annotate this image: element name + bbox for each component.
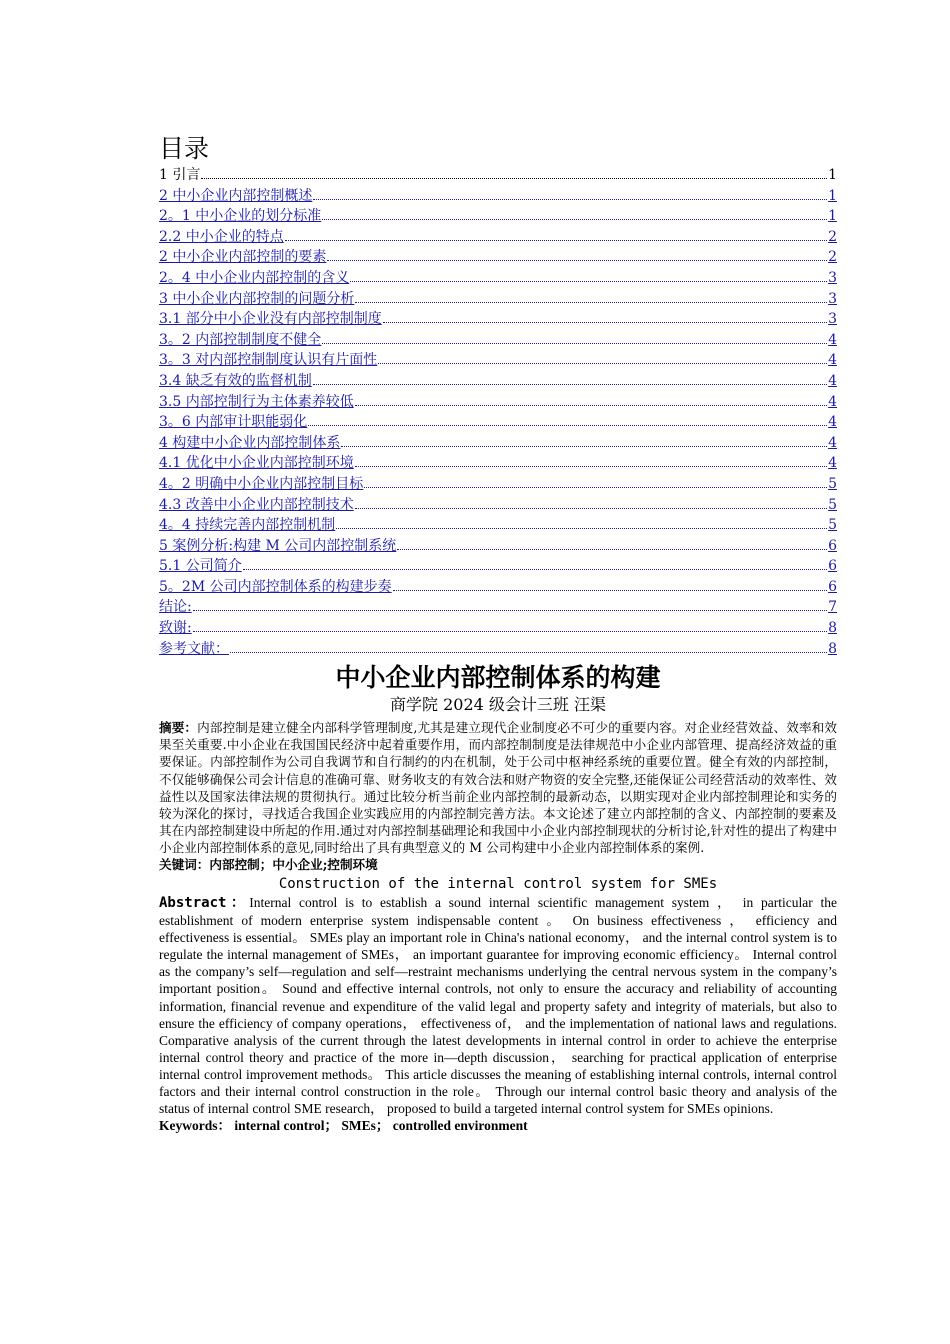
- toc-leader-dots: [350, 280, 827, 282]
- toc-entry[interactable]: [159, 515, 837, 536]
- toc-leader-dots: [285, 239, 827, 241]
- toc-entry-label: 2.2 中小企业的特点: [159, 228, 284, 245]
- toc-entry[interactable]: [159, 247, 837, 268]
- toc-entry[interactable]: [159, 639, 837, 660]
- toc-leader-dots: [364, 486, 827, 488]
- paper-author: 商学院 2024 级会计三班 汪渠: [390, 695, 606, 715]
- toc-entry-page: 5: [828, 475, 837, 492]
- toc-entry-page: 4: [828, 434, 837, 451]
- toc-entry-page: 1: [828, 208, 837, 225]
- keywords-cn: 关键词：内部控制；中小企业;控制环境: [159, 857, 378, 872]
- toc-entry-page: 4: [828, 352, 837, 369]
- abstract-en: [159, 894, 837, 1117]
- toc-entry-label: 5.1 公司简介: [159, 558, 242, 575]
- toc-leader-dots: [193, 630, 827, 632]
- toc-leader-dots: [313, 198, 827, 200]
- toc-leader-dots: [355, 301, 827, 303]
- paper-title: 中小企业内部控制体系的构建: [335, 663, 661, 693]
- toc-entry-label: 3.4 缺乏有效的监督机制: [159, 372, 312, 389]
- toc-leader-dots: [230, 651, 827, 653]
- toc-leader-dots: [243, 568, 827, 570]
- toc-entry[interactable]: [159, 350, 837, 371]
- abstract-cn-label: 摘要：: [159, 720, 198, 736]
- toc-leader-dots: [327, 259, 827, 261]
- toc-entry-label: 4.3 改善中小企业内部控制技术: [159, 496, 354, 513]
- toc-entry-label: 3.5 内部控制行为主体素养较低: [159, 393, 354, 410]
- toc-entry-page: 4: [828, 455, 837, 472]
- toc-entry-page: 5: [828, 517, 837, 534]
- toc-leader-dots: [341, 445, 827, 447]
- toc-entry-page: 4: [828, 393, 837, 410]
- toc-entry-label: 3。2 内部控制制度不健全: [159, 331, 322, 348]
- toc-entry-page: 7: [828, 599, 837, 616]
- toc-entry-label: 5。2M 公司内部控制体系的构建步奏: [159, 578, 392, 595]
- toc-entry-page: 8: [828, 620, 837, 637]
- abstract-cn: [159, 719, 837, 856]
- toc-entry[interactable]: [159, 618, 837, 639]
- toc-entry[interactable]: [159, 268, 837, 289]
- toc-entry-page: 6: [828, 578, 837, 595]
- toc-entry[interactable]: [159, 186, 837, 207]
- table-of-contents: [159, 165, 837, 659]
- toc-entry-page: 1: [828, 167, 837, 183]
- toc-entry-label: 参考文献：: [159, 640, 229, 657]
- abstract-cn-text: 内部控制是建立健全内部科学管理制度,尤其是建立现代企业制度必不可少的重要内容。对企业经营效益、效率和效果至关重要.中小企业在我国国民经济中起着重要作用，而内部控制制度是法律规范中小企业内部管理、提高经济效益的重要保证。内部控制作为公司自我调节和自行制约的内在机制，处于公司中枢神经系统的重要位置。健全有效的内部控制，不仅能够确保公司会计信息的准确可靠、财务收支的有效合法和财产物资的安全完整,还能保证公司经营活动的效率性、效益性以及国家法律法规的贯彻执行。通过比较分析当前企业内部控制的最新动态，以期实现对企业内部控制理论和实务的较为深化的探讨，寻找适合我国企业实践应用的内部控制完善方法。本文论述了建立内部控制的含义、内部控制的要素及其在内部控制建设中所起的作用.通过对内部控制基础理论和我国中小企业内部控制现状的分析讨论,针对性的提出了构建中小企业内部控制体系的意见,同时给出了具有典型意义的 M 公司构建中小企业内部控制体系的案例.: [159, 720, 837, 855]
- toc-entry[interactable]: [159, 453, 837, 474]
- toc-entry-page: 2: [828, 249, 837, 266]
- toc-entry-label: 4.1 优化中小企业内部控制环境: [159, 455, 354, 472]
- toc-entry[interactable]: [159, 392, 837, 413]
- toc-entry[interactable]: [159, 474, 837, 495]
- toc-title: 目录: [159, 134, 210, 163]
- toc-entry[interactable]: [159, 536, 837, 557]
- toc-entry-page: 3: [828, 311, 837, 328]
- toc-leader-dots: [193, 609, 827, 611]
- toc-leader-dots: [201, 177, 827, 179]
- toc-leader-dots: [355, 507, 827, 509]
- toc-entry[interactable]: [159, 597, 837, 618]
- toc-leader-dots: [378, 362, 827, 364]
- toc-entry-page: 3: [828, 269, 837, 286]
- toc-entry-page: 4: [828, 372, 837, 389]
- toc-entry-label: 2。4 中小企业内部控制的含义: [159, 269, 350, 286]
- toc-entry-page: 4: [828, 331, 837, 348]
- toc-leader-dots: [393, 589, 827, 591]
- toc-leader-dots: [322, 342, 827, 344]
- toc-entry[interactable]: [159, 577, 837, 598]
- toc-leader-dots: [322, 218, 827, 220]
- toc-leader-dots: [336, 527, 827, 529]
- toc-entry[interactable]: [159, 289, 837, 310]
- toc-entry-page: 3: [828, 290, 837, 307]
- toc-entry-page: 2: [828, 228, 837, 245]
- toc-entry-page: 5: [828, 496, 837, 513]
- toc-entry-label: 2。1 中小企业的划分标准: [159, 208, 322, 225]
- toc-entry-label: 3。6 内部审计职能弱化: [159, 414, 308, 431]
- toc-entry[interactable]: [159, 556, 837, 577]
- toc-leader-dots: [313, 383, 827, 385]
- toc-entry[interactable]: [159, 227, 837, 248]
- toc-entry-label: 1 引言: [159, 167, 201, 183]
- paper-title-en: Construction of the internal control system for SMEs: [278, 876, 718, 892]
- document-page: [159, 133, 837, 1134]
- toc-entry-label: 4。4 持续完善内部控制机制: [159, 517, 336, 534]
- toc-entry[interactable]: [159, 330, 837, 351]
- toc-entry-page: 8: [828, 640, 837, 657]
- toc-leader-dots: [355, 465, 827, 467]
- toc-entry-label: 4 构建中小企业内部控制体系: [159, 434, 341, 451]
- toc-entry-label: 5 案例分析:构建 M 公司内部控制系统: [159, 537, 397, 554]
- toc-leader-dots: [397, 548, 827, 550]
- abstract-en-label: Abstract：: [159, 895, 250, 911]
- toc-leader-dots: [383, 321, 827, 323]
- toc-entry-label: 2 中小企业内部控制概述: [159, 187, 313, 204]
- toc-entry-label: 2 中小企业内部控制的要素: [159, 249, 327, 266]
- toc-entry-page: 6: [828, 537, 837, 554]
- toc-entry-label: 结论:: [159, 599, 192, 616]
- toc-leader-dots: [355, 404, 827, 406]
- toc-entry[interactable]: [159, 206, 837, 227]
- toc-entry-page: 1: [828, 187, 837, 204]
- toc-entry[interactable]: [159, 495, 837, 516]
- keywords-en: Keywords： internal control； SMEs； controlled environment: [159, 1118, 528, 1134]
- toc-entry-label: 4。2 明确中小企业内部控制目标: [159, 475, 364, 492]
- toc-entry[interactable]: [159, 309, 837, 330]
- toc-leader-dots: [308, 424, 827, 426]
- toc-entry-label: 3.1 部分中小企业没有内部控制制度: [159, 311, 382, 328]
- toc-entry[interactable]: [159, 371, 837, 392]
- toc-entry[interactable]: [159, 433, 837, 454]
- abstract-en-text: Internal control is to establish a sound internal scientific management system ， in particular the establishment of modern enterprise system indispensable content 。 On business effectiveness ， efficiency and effectiveness is essential。 SMEs play an important role in China's national economy， and the internal control system is to regulate the internal management of SMEs， an important guarantee for improving economic efficiency。 Internal control as the company’s self—regulation and self—restraint mechanisms underlying the central nervous system in the company’s important position。 Sound and effective internal controls, not only to ensure the accuracy and reliability of accounting information, financial revenue and expenditure of the valid legal and property safety and integrity of materials, but also to ensure the efficiency of company operations， effectiveness of， and the implementation of national laws and regulations. Comparative analysis of the current through the latest developments in internal control in order to achieve the enterprise internal control theory and practice of the more in—depth discussion， searching for practical application of enterprise internal control improvement methods。 This article discusses the meaning of establishing internal controls, internal control factors and their internal control construction in the role。 Through our internal control basic theory and analysis of the status of internal control SME research， proposed to build a targeted internal control system for SMEs opinions.: [159, 895, 837, 1117]
- toc-entry-page: 6: [828, 558, 837, 575]
- toc-entry: [159, 165, 837, 186]
- toc-entry[interactable]: [159, 412, 837, 433]
- toc-entry-label: 3 中小企业内部控制的问题分析: [159, 290, 355, 307]
- toc-entry-label: 致谢:: [159, 620, 192, 637]
- toc-entry-label: 3。3 对内部控制制度认识有片面性: [159, 352, 378, 369]
- toc-entry-page: 4: [828, 414, 837, 431]
